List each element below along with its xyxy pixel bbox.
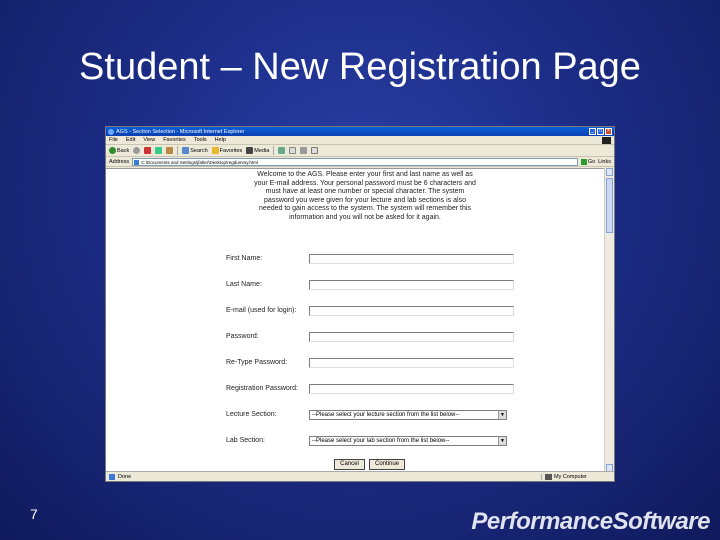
mail-icon — [289, 147, 296, 154]
intro-text: Welcome to the AGS. Please enter your first and last name as well as your E-mail address. Your personal password must be 6 characters and must have at least one number or special character. The system password you were given for your lecture and lab sections is also needed to gain access to the system. The system will remember this information and you will not be asked for it again. — [254, 171, 476, 221]
stop-icon — [144, 147, 151, 154]
slide-number: 7 — [30, 506, 38, 522]
home-icon — [166, 147, 173, 154]
slide-title: Student – New Registration Page — [79, 46, 641, 88]
continue-button[interactable]: Continue — [369, 459, 405, 470]
address-input[interactable]: C:\Documents and Settings\jfalter\Desktop\regdummy.html — [132, 158, 578, 166]
first-name-input[interactable] — [309, 254, 514, 264]
title-bar — [106, 127, 614, 136]
page-icon — [109, 474, 115, 480]
retype-password-input[interactable] — [309, 358, 514, 368]
page-content — [106, 168, 606, 472]
print-icon — [300, 147, 307, 154]
status-bar — [106, 471, 614, 481]
menu-view[interactable]: View — [143, 137, 156, 143]
edit-icon — [311, 147, 318, 154]
password-input[interactable] — [309, 332, 514, 342]
links-button[interactable]: Links — [598, 158, 611, 165]
cancel-button[interactable]: Cancel — [334, 459, 365, 470]
last-name-label: Last Name: — [226, 281, 262, 288]
stop-button[interactable] — [144, 147, 151, 154]
address-bar — [106, 157, 614, 167]
go-button[interactable]: Go — [581, 159, 595, 165]
menu-help[interactable]: Help — [214, 137, 226, 143]
window-title: AGS - Section Selection - Microsoft Internet Explorer — [116, 128, 245, 135]
retype-password-label: Re-Type Password: — [226, 359, 288, 366]
last-name-input[interactable] — [309, 280, 514, 290]
back-button[interactable]: Back — [109, 147, 129, 154]
edit-button[interactable] — [311, 147, 318, 154]
lecture-section-select[interactable]: --Please select your lecture section from the list below-- ▼ — [309, 410, 507, 420]
email-input[interactable] — [309, 306, 514, 316]
status-text: Done — [118, 473, 132, 480]
browser-window — [105, 126, 615, 482]
back-arrow-icon — [109, 147, 116, 154]
ie-icon — [108, 129, 114, 135]
toolbar — [106, 145, 614, 157]
lab-section-label: Lab Section: — [226, 437, 265, 444]
media-icon — [246, 147, 253, 154]
refresh-icon — [155, 147, 162, 154]
registration-password-label: Registration Password: — [226, 385, 298, 392]
menu-file[interactable]: File — [109, 137, 118, 143]
chevron-down-icon[interactable]: ▼ — [498, 411, 506, 419]
email-label: E-mail (used for login): — [226, 307, 297, 314]
menu-tools[interactable]: Tools — [193, 137, 207, 143]
lab-section-select[interactable]: --Please select your lab section from the list below-- ▼ — [309, 436, 507, 446]
print-button[interactable] — [300, 147, 307, 154]
menu-bar — [106, 136, 614, 145]
lecture-section-label: Lecture Section: — [226, 411, 277, 418]
forward-arrow-icon — [133, 147, 140, 154]
computer-icon — [545, 474, 552, 480]
maximize-button[interactable]: □ — [598, 128, 603, 134]
home-button[interactable] — [166, 147, 173, 154]
minimize-button[interactable]: _ — [589, 128, 596, 135]
windows-logo-icon — [602, 137, 611, 144]
favorites-button[interactable]: Favorites — [212, 147, 243, 154]
forward-button[interactable] — [133, 147, 140, 154]
media-button[interactable]: Media — [246, 147, 269, 154]
go-arrow-icon — [581, 159, 587, 165]
star-icon — [212, 147, 219, 154]
scroll-thumb[interactable] — [606, 178, 613, 233]
security-zone: My Computer — [541, 474, 611, 480]
history-button[interactable] — [278, 147, 285, 154]
first-name-label: First Name: — [226, 255, 263, 262]
search-button[interactable]: Search — [182, 147, 207, 154]
close-button[interactable]: × — [605, 128, 612, 135]
search-icon — [182, 147, 189, 154]
registration-password-input[interactable] — [309, 384, 514, 394]
brand-logo: PerformanceSoftware — [471, 508, 710, 535]
mail-button[interactable] — [289, 147, 296, 154]
history-icon — [278, 147, 285, 154]
address-label: Address — [109, 158, 130, 165]
menu-edit[interactable]: Edit — [125, 137, 136, 143]
vertical-scrollbar[interactable] — [604, 168, 614, 472]
chevron-down-icon[interactable]: ▼ — [498, 437, 506, 445]
scroll-up-icon[interactable] — [606, 168, 613, 176]
refresh-button[interactable] — [155, 147, 162, 154]
password-label: Password: — [226, 333, 259, 340]
menu-favorites[interactable]: Favorites — [163, 137, 186, 143]
